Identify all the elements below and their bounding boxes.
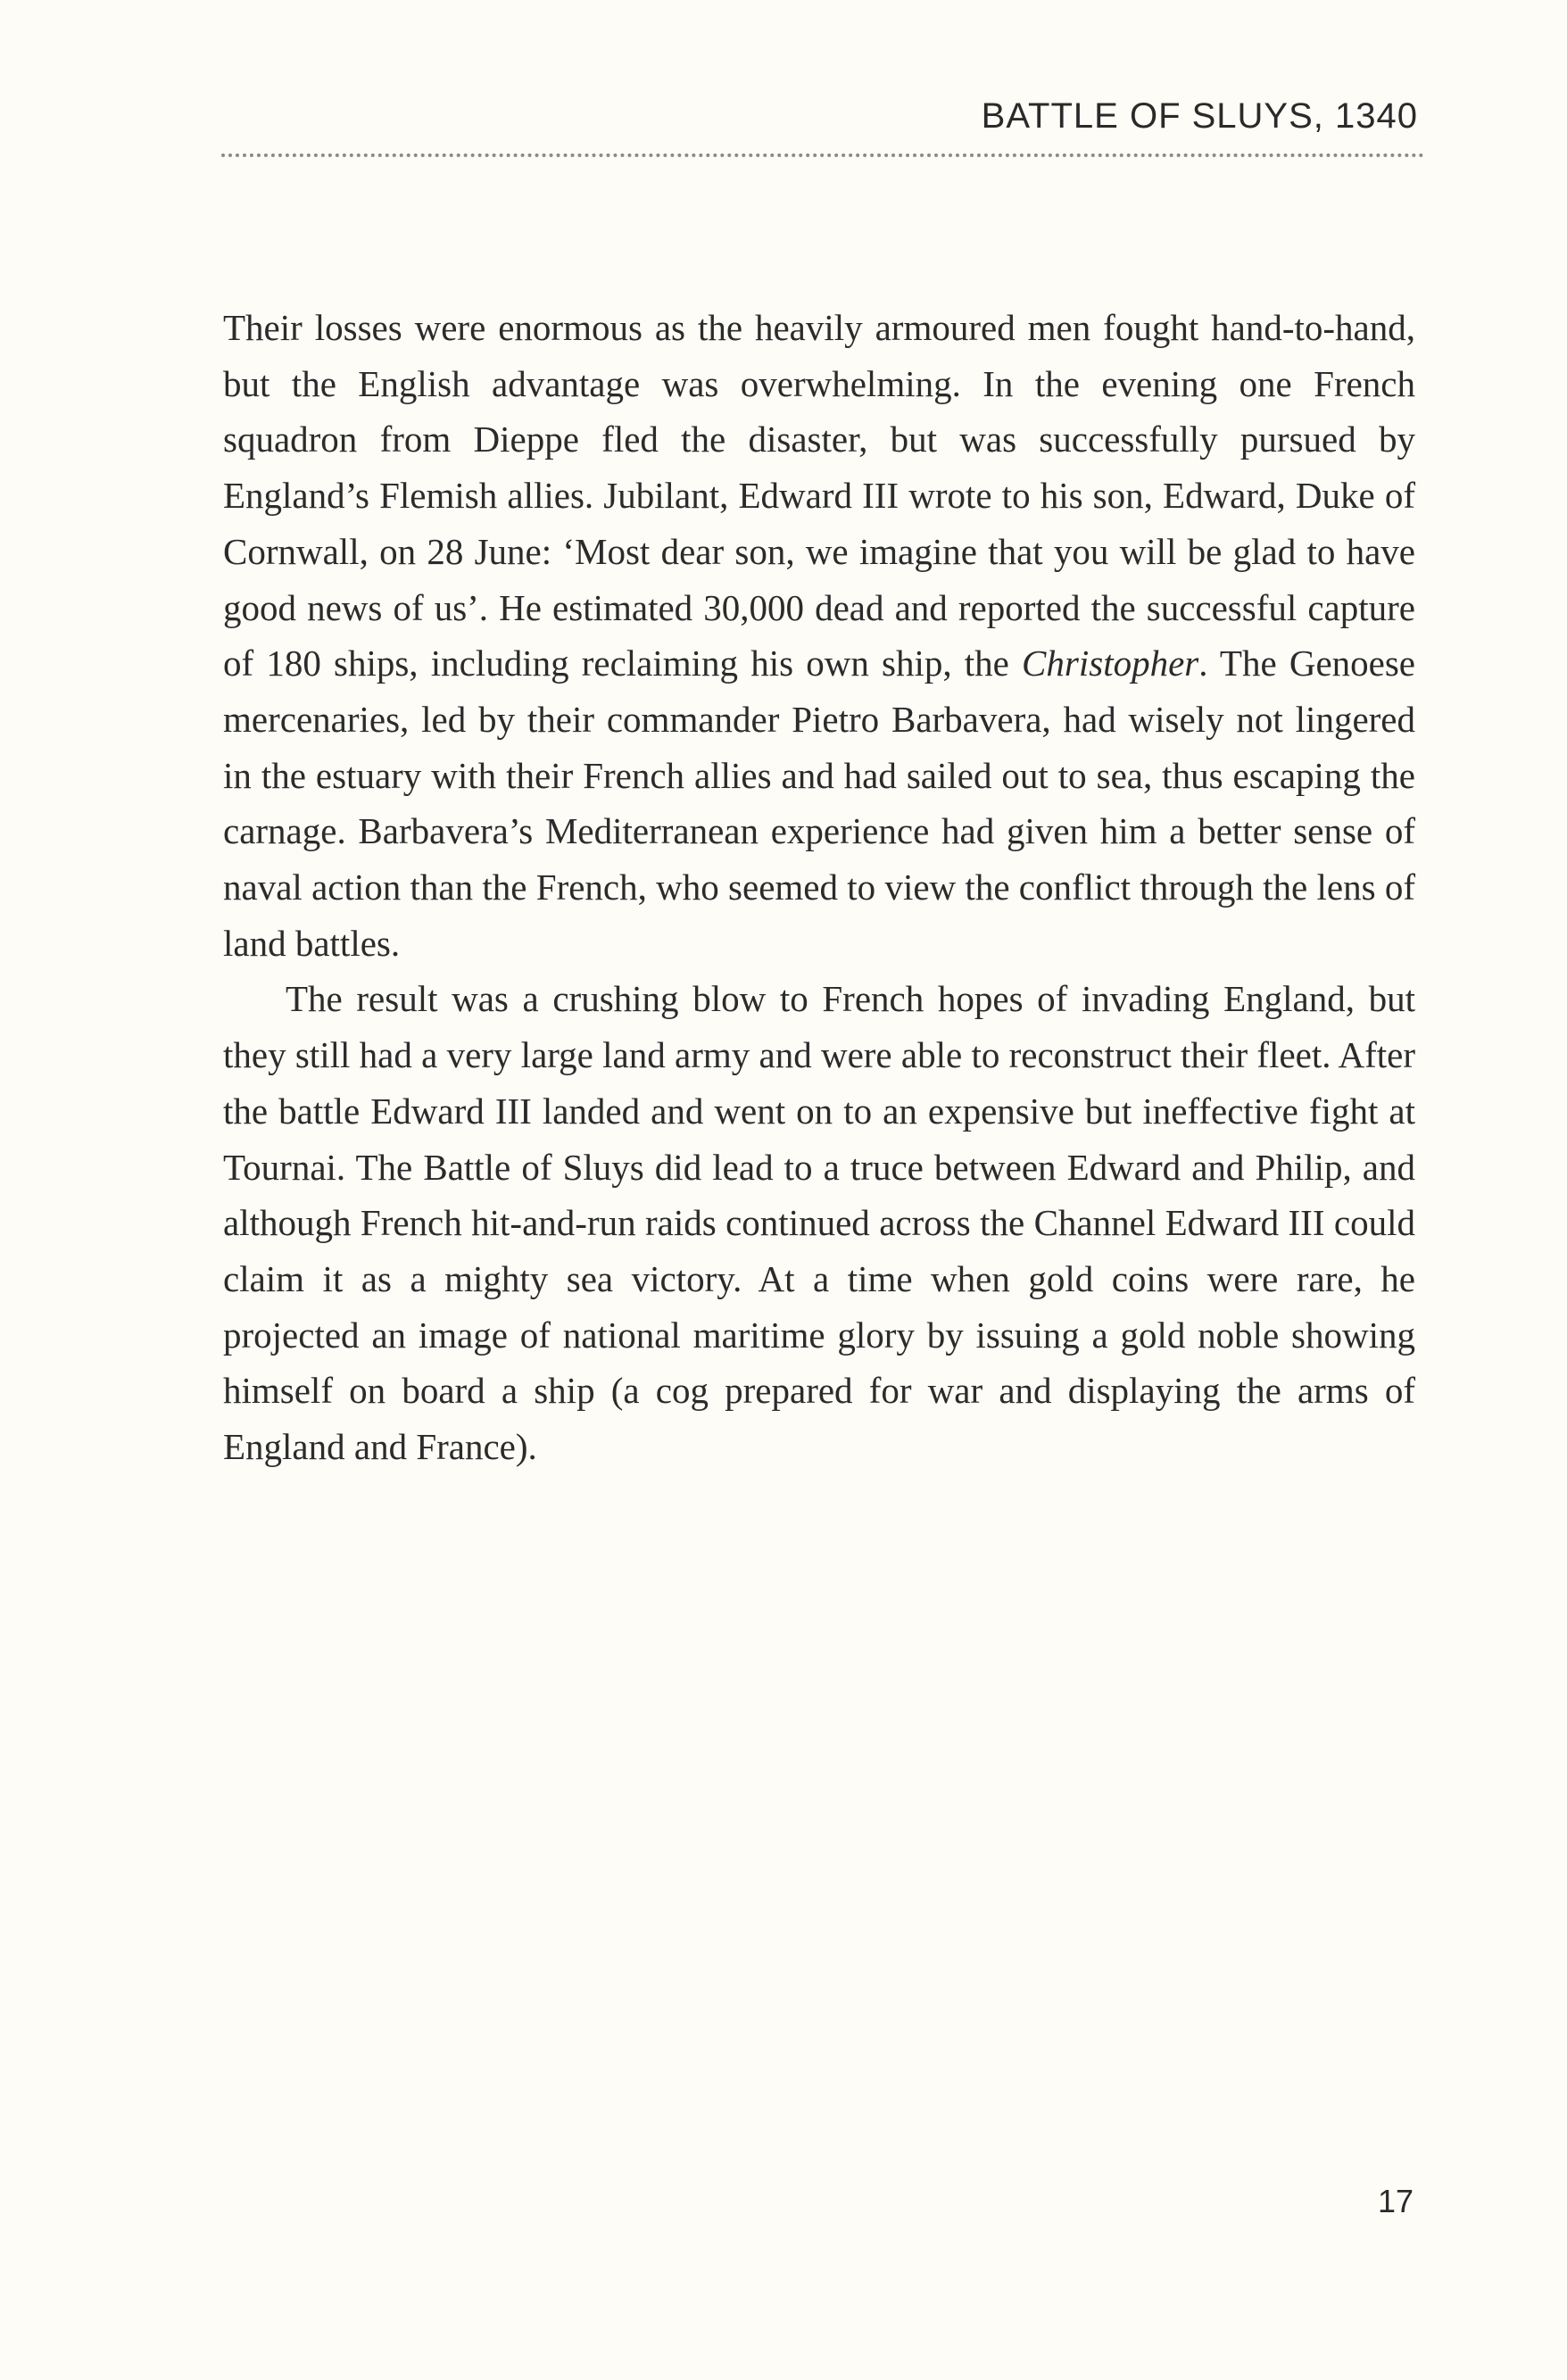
paragraph-1-text-a: Their losses were enormous as the heavily armoured men fought hand-to-hand, but the English advantage was overwhelming. In the evening one French squadron from Dieppe fled the disaster, but was successfully pursued by England’s Flemish allies. Jubilant, Edward III wrote to his son, Edward, Duke of Cornwall, on 28 June: ‘Most dear son, we imagine that you will be glad to have good news of us’. He estimated 30,000 dead and reported the successful capture of 180 ships, including reclaiming his own ship, the: [223, 307, 1415, 684]
paragraph-1-text-b: . The Genoese mercenaries, led by their commander Pietro Barbavera, had wisely not lingered in the estuary with their French allies and had sailed out to sea, thus escaping the carnage. Barbavera’s Mediterranean experience had given him a better sense of naval action than the French, who seemed to view the conflict through the lens of land battles.: [223, 643, 1415, 964]
page-number: 17: [1377, 2183, 1414, 2219]
running-header: BATTLE OF SLUYS, 1340: [981, 96, 1418, 136]
ship-name-italic: Christopher: [1022, 643, 1199, 684]
header-dotted-rule: [221, 153, 1424, 157]
paragraph-1: [223, 300, 1415, 971]
paragraph-2: The result was a crushing blow to French hopes of invading England, but they still had a very large land army and were able to reconstruct their fleet. After the battle Edward III landed and went on to an expensive but ineffective fight at Tournai. The Battle of Sluys did lead to a truce between Edward and Philip, and although French hit-and-run raids continued across the Channel Edward III could claim it as a mighty sea victory. At a time when gold coins were rare, he projected an image of national maritime glory by issuing a gold noble showing himself on board a ship (a cog prepared for war and displaying the arms of England and France).: [223, 978, 1415, 1468]
body-text: [223, 300, 1415, 1475]
